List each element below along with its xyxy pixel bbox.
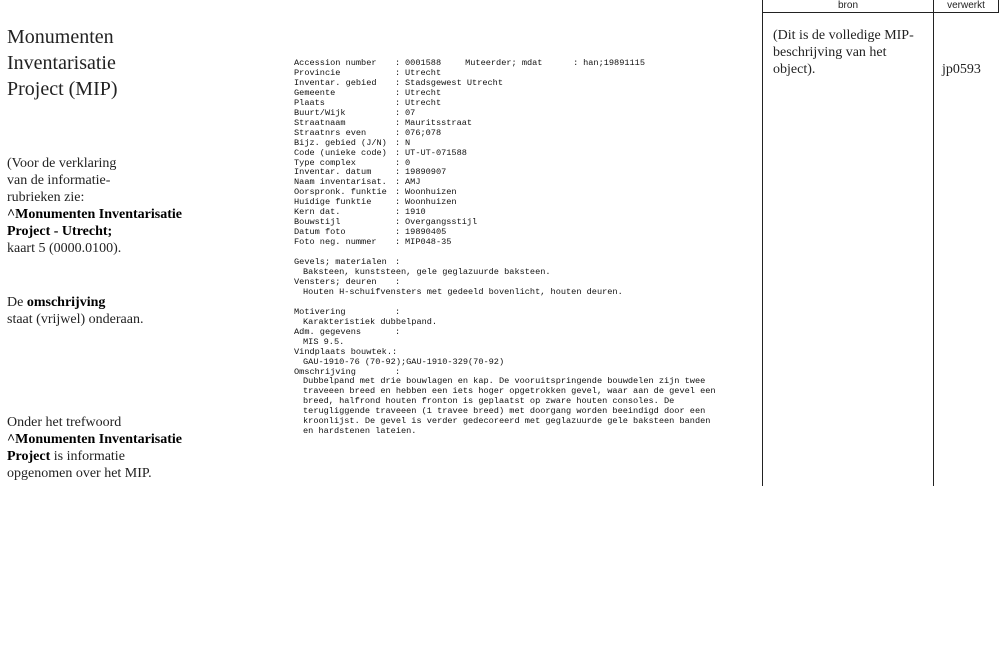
note1-line4: kaart 5 (0000.0100). bbox=[7, 241, 122, 256]
field-label: Plaats bbox=[294, 97, 325, 108]
left-column bbox=[7, 24, 247, 102]
field-separator: : bbox=[395, 137, 401, 148]
record-field-row bbox=[294, 208, 754, 218]
field-separator: : bbox=[395, 187, 401, 198]
field-separator: : bbox=[395, 306, 401, 317]
muteerder-block bbox=[465, 59, 645, 69]
field-value: Stadsgewest Utrecht bbox=[405, 77, 503, 88]
field-value: MIP048-35 bbox=[405, 237, 452, 248]
field-value: 0001588 bbox=[405, 58, 442, 68]
field-separator: : bbox=[395, 217, 401, 228]
record-field-row bbox=[294, 218, 754, 228]
table-divider-middle bbox=[933, 0, 934, 486]
field-value: N bbox=[405, 137, 411, 148]
field-value: Utrecht bbox=[405, 97, 442, 108]
field-label: Inventar. gebied bbox=[294, 77, 377, 88]
field-separator: : bbox=[395, 157, 401, 168]
field-label: Straatnrs even bbox=[294, 127, 367, 138]
title-line-1: Monumenten bbox=[7, 26, 114, 48]
vindplaats-label: Vindplaats bouwtek.: bbox=[294, 346, 398, 357]
field-separator: : bbox=[395, 177, 401, 188]
note3-bold-2: Project bbox=[7, 449, 51, 464]
note-omschrijving bbox=[7, 294, 247, 328]
field-label: Provincie bbox=[294, 67, 341, 78]
field-separator: : bbox=[395, 276, 401, 287]
record-gap bbox=[294, 298, 754, 308]
note1-line2: van de informatie- bbox=[7, 173, 111, 188]
note-explanation bbox=[7, 155, 247, 257]
field-value: 07 bbox=[405, 107, 416, 118]
field-label: Buurt/Wijk bbox=[294, 107, 346, 118]
record-field-row bbox=[294, 238, 754, 248]
note2-bold: omschrijving bbox=[26, 295, 106, 310]
field-value: Utrecht bbox=[405, 67, 442, 78]
note2-post: staat (vrijwel) onderaan. bbox=[7, 312, 144, 327]
verwerkt-text: jp0593 bbox=[942, 62, 981, 77]
field-separator: : bbox=[395, 58, 401, 68]
field-label: Datum foto bbox=[294, 227, 346, 238]
field-separator: : bbox=[395, 77, 401, 88]
mip-record bbox=[294, 59, 754, 437]
field-label: Type complex bbox=[294, 157, 356, 168]
note1-line3: rubrieken zie: bbox=[7, 190, 85, 205]
note3-line3: opgenomen over het MIP. bbox=[7, 466, 152, 481]
field-label: Accession number bbox=[294, 58, 377, 68]
vensters-value: Houten H-schuifvensters met gedeeld bovenlicht, houten deuren. bbox=[303, 286, 623, 297]
field-value: 0 bbox=[405, 157, 411, 168]
field-label: Bouwstijl bbox=[294, 217, 341, 228]
record-field-row bbox=[294, 79, 754, 89]
field-label: Foto neg. nummer bbox=[294, 237, 377, 248]
record-field-row bbox=[294, 149, 754, 159]
field-separator: : bbox=[395, 67, 401, 78]
field-label: Inventar. datum bbox=[294, 167, 372, 178]
document-title bbox=[7, 24, 247, 102]
note1-line1: (Voor de verklaring bbox=[7, 156, 117, 171]
note3-bold-1: ^Monumenten Inventarisatie bbox=[7, 432, 182, 447]
record-field-row bbox=[294, 89, 754, 99]
field-value: Utrecht bbox=[405, 87, 442, 98]
field-separator: : bbox=[395, 197, 401, 208]
field-separator: : bbox=[395, 237, 401, 248]
record-field-row bbox=[294, 59, 754, 69]
omschrijving-value: Dubbelpand met drie bouwlagen en kap. De vooruitspringende bouwdelen zijn twee traveeen breed en hebben een iets hoger opgetrokken gevel, waar aan de gevel een breed, halfrond houten fronton is geplaatst op zware houten consoles. De terugliggende traveeen (1 travee breed) met doorgang worden beeindigd door een kroonlijst. De gevel is verder gedecoreerd met geglazuurde gele baksteen banden en hardstenen lateien. bbox=[303, 376, 716, 437]
field-value: 076;078 bbox=[405, 127, 442, 138]
field-label: Code (unieke code) bbox=[294, 147, 387, 158]
field-separator: : bbox=[395, 207, 401, 218]
field-value: 19890907 bbox=[405, 167, 447, 178]
title-line-2: Inventarisatie bbox=[7, 52, 116, 74]
table-divider-left bbox=[762, 0, 763, 486]
field-label: Gemeente bbox=[294, 87, 336, 98]
field-value: Woonhuizen bbox=[405, 187, 457, 198]
field-separator: : bbox=[395, 147, 401, 158]
record-field-row bbox=[294, 99, 754, 109]
bron-header: bron bbox=[837, 0, 858, 11]
field-value: Overgangsstijl bbox=[405, 217, 478, 228]
field-separator: : bbox=[573, 58, 579, 68]
adm-label: Adm. gegevens bbox=[294, 326, 362, 337]
field-value: 1910 bbox=[405, 207, 426, 218]
field-separator: : bbox=[395, 117, 401, 128]
field-separator: : bbox=[395, 107, 401, 118]
note2-pre: De bbox=[7, 295, 27, 310]
motivering-value: Karakteristiek dubbelpand. bbox=[303, 316, 438, 327]
field-label: Naam inventarisat. bbox=[294, 177, 387, 188]
gevels-label: Gevels; materialen bbox=[294, 257, 387, 268]
muteerder-label: Muteerder; mdat bbox=[465, 58, 543, 68]
field-value: Woonhuizen bbox=[405, 197, 457, 208]
record-field-row bbox=[294, 109, 754, 119]
muteerder-value: han;19891115 bbox=[583, 58, 645, 68]
field-separator: : bbox=[395, 326, 401, 337]
field-label: Straatnaam bbox=[294, 117, 346, 128]
bron-text: (Dit is de volledige MIP-beschrijving van het object). bbox=[773, 28, 914, 77]
field-value: UT-UT-071588 bbox=[405, 147, 467, 158]
field-label: Huidige funktie bbox=[294, 197, 372, 208]
field-separator: : bbox=[395, 97, 401, 108]
verwerkt-header: verwerkt bbox=[947, 0, 985, 11]
field-separator: : bbox=[395, 366, 401, 377]
note1-reference-bold-1: ^Monumenten Inventarisatie bbox=[7, 207, 182, 222]
field-separator: : bbox=[395, 87, 401, 98]
motivering-label: Motivering bbox=[294, 306, 346, 317]
note-trefwoord bbox=[7, 414, 247, 482]
field-value: 19890405 bbox=[405, 227, 447, 238]
omschrijving-label: Omschrijving bbox=[294, 366, 356, 377]
adm-value: MIS 9.5. bbox=[303, 336, 345, 347]
title-line-3: Project (MIP) bbox=[7, 78, 118, 100]
vensters-label: Vensters; deuren bbox=[294, 276, 377, 287]
field-value: AMJ bbox=[405, 177, 421, 188]
note3-line1: Onder het trefwoord bbox=[7, 415, 122, 430]
table-header-line bbox=[762, 12, 999, 13]
gevels-value: Baksteen, kunststeen, gele geglazuurde baksteen. bbox=[303, 267, 551, 277]
field-separator: : bbox=[395, 167, 401, 178]
table-divider-right bbox=[998, 0, 999, 12]
field-separator: : bbox=[395, 127, 401, 138]
vindplaats-value: GAU-1910-76 (70-92);GAU-1910-329(70-92) bbox=[303, 356, 505, 367]
field-value: Mauritsstraat bbox=[405, 117, 473, 128]
field-separator: : bbox=[395, 227, 401, 238]
record-field-row bbox=[294, 198, 754, 208]
field-label: Oorspronk. funktie bbox=[294, 187, 387, 198]
field-label: Kern dat. bbox=[294, 207, 341, 218]
note3-rest: is informatie bbox=[50, 449, 125, 464]
field-label: Bijz. gebied (J/N) bbox=[294, 137, 387, 148]
field-separator: : bbox=[395, 257, 401, 268]
note1-reference-bold-2: Project - Utrecht; bbox=[7, 224, 113, 239]
adm-label-row bbox=[294, 328, 754, 338]
